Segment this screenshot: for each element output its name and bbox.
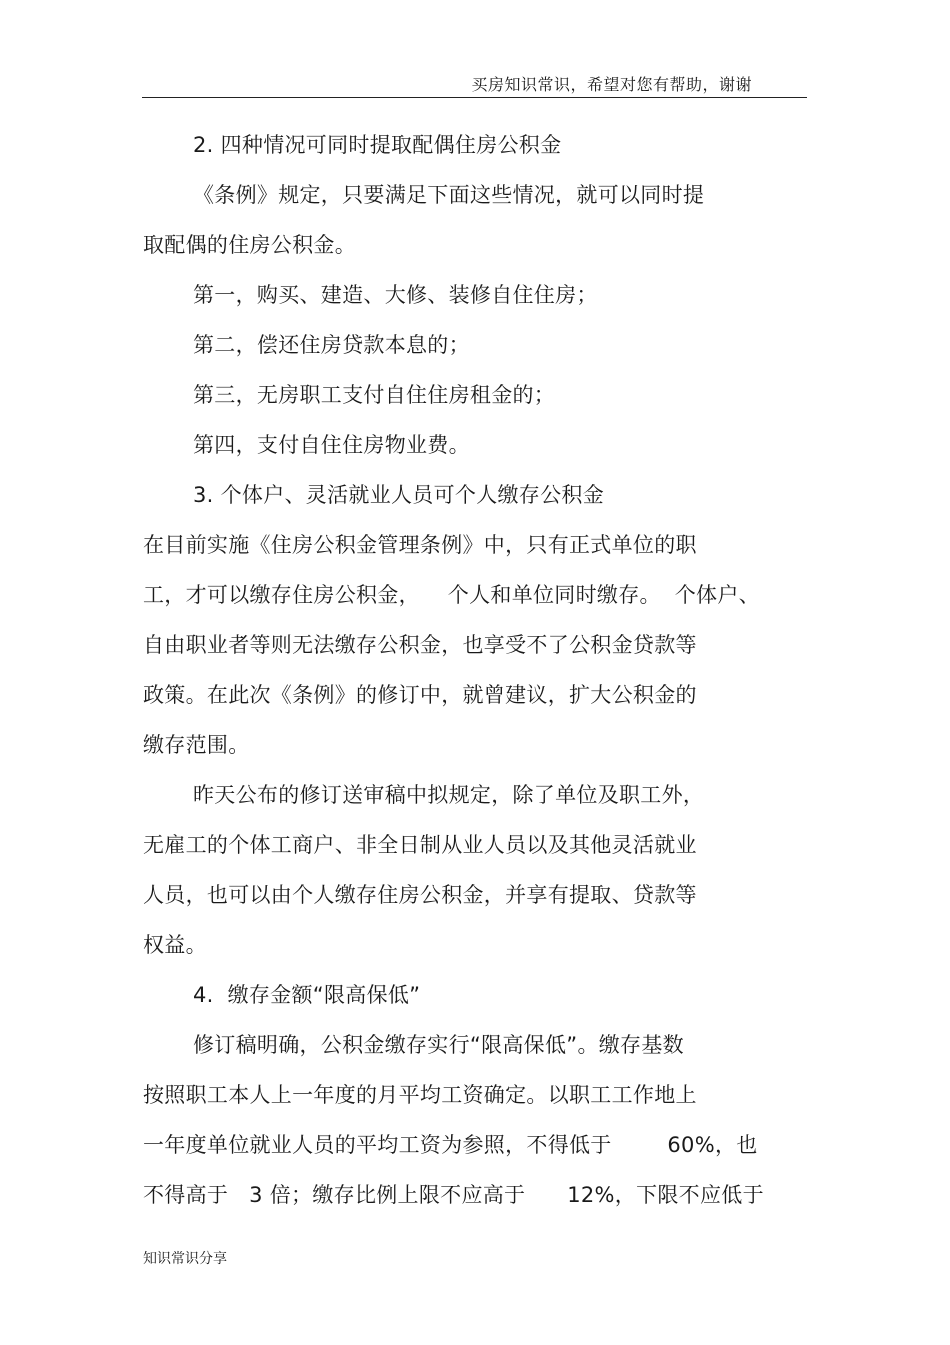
list-item: 第四，支付自住住房物业费。: [193, 433, 470, 457]
paragraph-line: 自由职业者等则无法缴存公积金，也享受不了公积金贷款等: [143, 633, 697, 657]
paragraph-line: 《条例》规定，只要满足下面这些情况，就可以同时提: [193, 183, 705, 207]
section-heading: 4. 缴存金额“限高保低”: [193, 983, 421, 1007]
paragraph-line: 一年度单位就业人员的平均工资为参照，不得低于 60%，也: [143, 1133, 758, 1157]
paragraph-line: 昨天公布的修订送审稿中拟规定，除了单位及职工外，: [193, 783, 705, 807]
paragraph-line: 政策。在此次《条例》的修订中，就曾建议，扩大公积金的: [143, 683, 697, 707]
list-item: 第一，购买、建造、大修、装修自住住房；: [193, 283, 598, 307]
paragraph-line: 人员，也可以由个人缴存住房公积金，并享有提取、贷款等: [143, 883, 697, 907]
paragraph-line: 按照职工本人上一年度的月平均工资确定。以职工工作地上: [143, 1083, 697, 1107]
paragraph-line: 权益。: [143, 933, 207, 957]
page-footer-text: 知识常识分享: [143, 1251, 227, 1267]
document-body: [143, 120, 823, 1220]
list-item: 第二，偿还住房贷款本息的；: [193, 333, 470, 357]
list-item: 第三，无房职工支付自住住房租金的；: [193, 383, 556, 407]
page-header-text: 买房知识常识，希望对您有帮助，谢谢: [471, 75, 752, 94]
header-divider: [142, 97, 807, 98]
paragraph-line: 在目前实施《住房公积金管理条例》中，只有正式单位的职: [143, 533, 697, 557]
paragraph-line: 无雇工的个体工商户、非全日制从业人员以及其他灵活就业: [143, 833, 697, 857]
section-heading: 2. 四种情况可同时提取配偶住房公积金: [193, 133, 562, 157]
paragraph-line: 缴存范围。: [143, 733, 250, 757]
paragraph-line: 修订稿明确，公积金缴存实行“限高保低”。缴存基数: [193, 1033, 684, 1057]
paragraph-line: 取配偶的住房公积金。: [143, 233, 356, 257]
paragraph-line: 不得高于 3 倍；缴存比例上限不应高于 12%，下限不应低于: [143, 1183, 764, 1207]
section-heading: 3. 个体户、灵活就业人员可个人缴存公积金: [193, 483, 605, 507]
paragraph-line: 工，才可以缴存住房公积金， 个人和单位同时缴存。 个体户、: [143, 583, 760, 607]
